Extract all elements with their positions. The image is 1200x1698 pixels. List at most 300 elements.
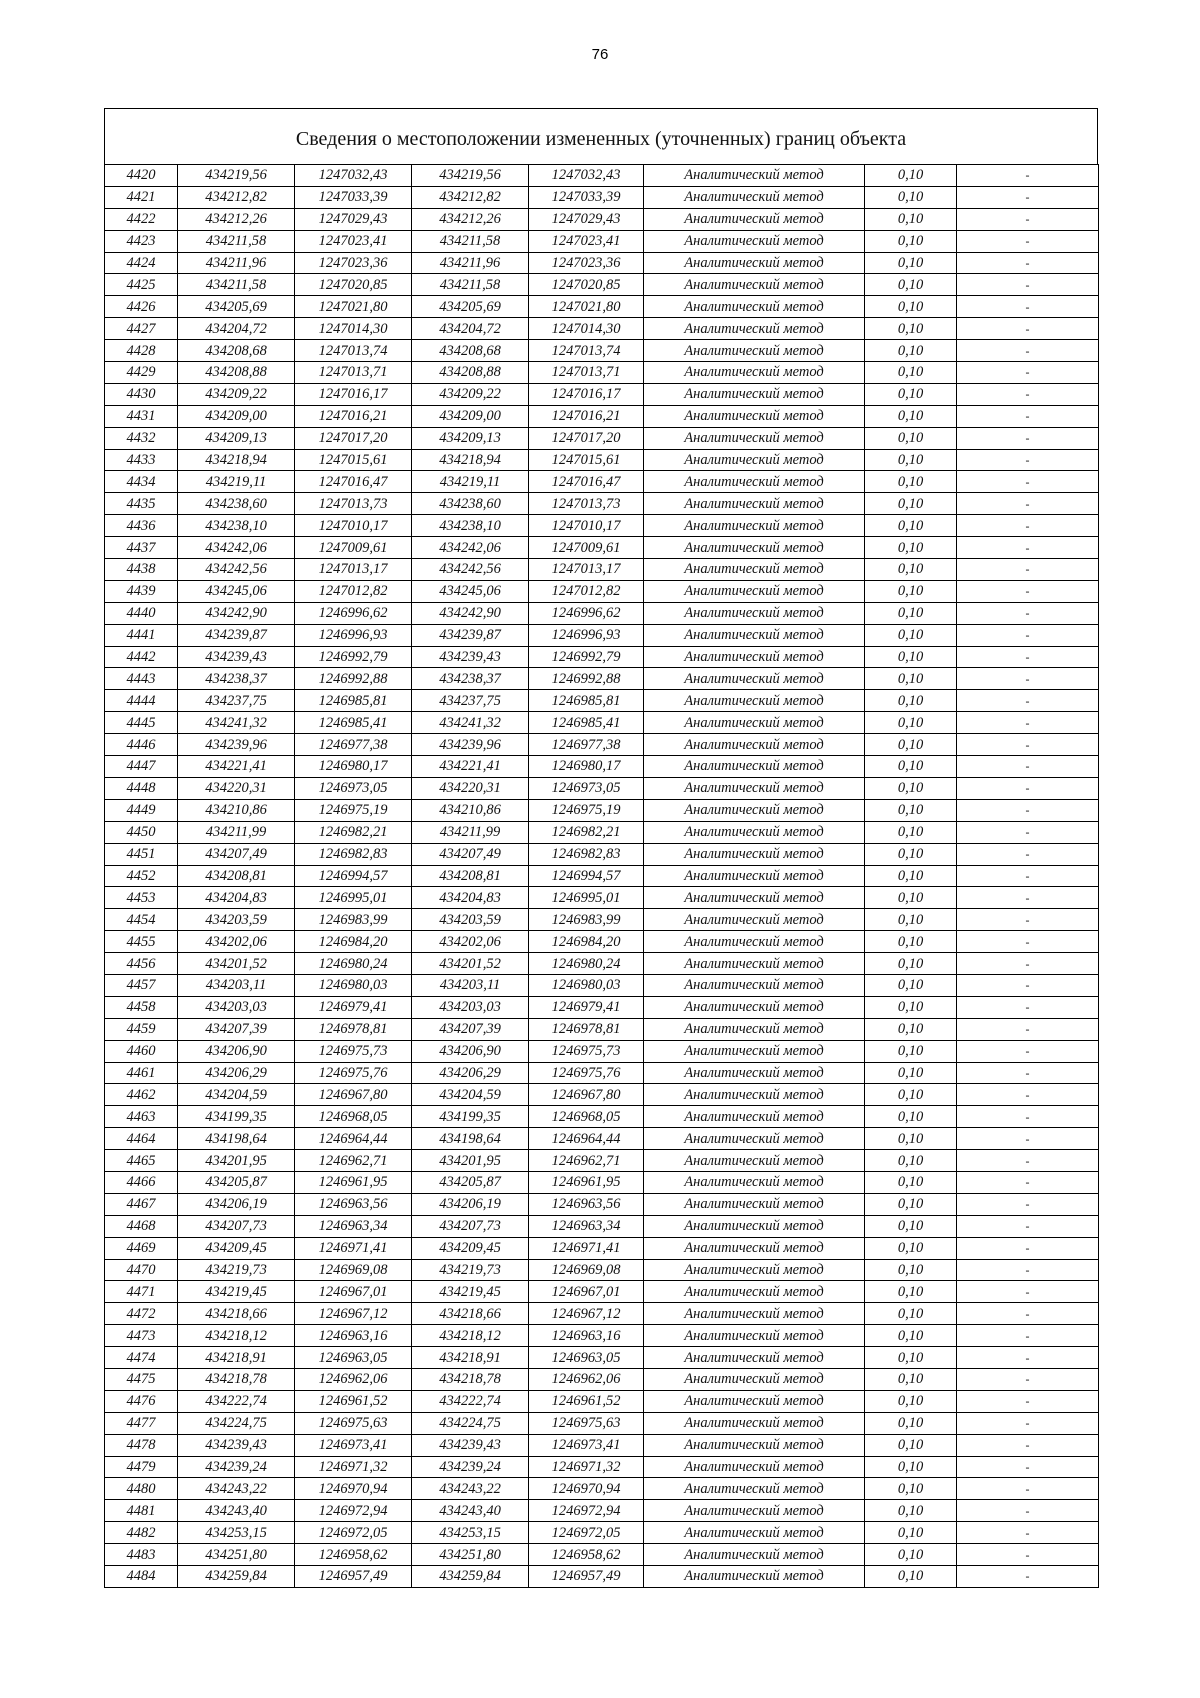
x-new-cell: 434245,06 xyxy=(412,580,529,602)
y-old-cell: 1247032,43 xyxy=(295,165,412,187)
method-cell: Аналитический метод xyxy=(644,799,865,821)
note-cell: - xyxy=(957,909,1099,931)
point-number-cell: 4462 xyxy=(105,1084,178,1106)
y-new-cell: 1246983,99 xyxy=(529,909,644,931)
note-cell: - xyxy=(957,537,1099,559)
method-cell: Аналитический метод xyxy=(644,974,865,996)
y-new-cell: 1246961,95 xyxy=(529,1171,644,1193)
method-cell: Аналитический метод xyxy=(644,887,865,909)
method-cell: Аналитический метод xyxy=(644,624,865,646)
x-new-cell: 434239,43 xyxy=(412,1434,529,1456)
x-new-cell: 434202,06 xyxy=(412,931,529,953)
note-cell: - xyxy=(957,1237,1099,1259)
note-cell: - xyxy=(957,362,1099,384)
table-row xyxy=(105,165,1099,187)
accuracy-cell: 0,10 xyxy=(865,1062,957,1084)
y-new-cell: 1247010,17 xyxy=(529,515,644,537)
table-row xyxy=(105,1544,1099,1566)
method-cell: Аналитический метод xyxy=(644,1084,865,1106)
y-old-cell: 1246963,34 xyxy=(295,1215,412,1237)
y-old-cell: 1246982,83 xyxy=(295,843,412,865)
accuracy-cell: 0,10 xyxy=(865,1303,957,1325)
table-row xyxy=(105,1150,1099,1172)
method-cell: Аналитический метод xyxy=(644,362,865,384)
x-old-cell: 434224,75 xyxy=(178,1412,295,1434)
note-cell: - xyxy=(957,165,1099,187)
note-cell: - xyxy=(957,756,1099,778)
method-cell: Аналитический метод xyxy=(644,1018,865,1040)
point-number-cell: 4460 xyxy=(105,1040,178,1062)
x-old-cell: 434239,96 xyxy=(178,734,295,756)
x-new-cell: 434242,90 xyxy=(412,602,529,624)
x-new-cell: 434198,64 xyxy=(412,1128,529,1150)
point-number-cell: 4475 xyxy=(105,1368,178,1390)
note-cell: - xyxy=(957,580,1099,602)
y-old-cell: 1246980,24 xyxy=(295,953,412,975)
method-cell: Аналитический метод xyxy=(644,1347,865,1369)
note-cell: - xyxy=(957,668,1099,690)
method-cell: Аналитический метод xyxy=(644,1500,865,1522)
x-new-cell: 434207,73 xyxy=(412,1215,529,1237)
x-new-cell: 434218,12 xyxy=(412,1325,529,1347)
point-number-cell: 4421 xyxy=(105,186,178,208)
x-old-cell: 434211,58 xyxy=(178,274,295,296)
table-row xyxy=(105,1281,1099,1303)
y-old-cell: 1246963,16 xyxy=(295,1325,412,1347)
x-old-cell: 434218,12 xyxy=(178,1325,295,1347)
y-new-cell: 1247021,80 xyxy=(529,296,644,318)
y-old-cell: 1246970,94 xyxy=(295,1478,412,1500)
y-new-cell: 1247023,36 xyxy=(529,252,644,274)
y-old-cell: 1246962,06 xyxy=(295,1368,412,1390)
y-new-cell: 1247014,30 xyxy=(529,318,644,340)
x-new-cell: 434253,15 xyxy=(412,1522,529,1544)
x-old-cell: 434204,72 xyxy=(178,318,295,340)
method-cell: Аналитический метод xyxy=(644,296,865,318)
accuracy-cell: 0,10 xyxy=(865,186,957,208)
method-cell: Аналитический метод xyxy=(644,1522,865,1544)
y-new-cell: 1246967,01 xyxy=(529,1281,644,1303)
method-cell: Аналитический метод xyxy=(644,931,865,953)
point-number-cell: 4464 xyxy=(105,1128,178,1150)
x-old-cell: 434243,40 xyxy=(178,1500,295,1522)
y-old-cell: 1247014,30 xyxy=(295,318,412,340)
table-body xyxy=(105,165,1099,1588)
x-old-cell: 434218,66 xyxy=(178,1303,295,1325)
table-row xyxy=(105,1325,1099,1347)
x-new-cell: 434221,41 xyxy=(412,756,529,778)
point-number-cell: 4450 xyxy=(105,821,178,843)
y-new-cell: 1246994,57 xyxy=(529,865,644,887)
x-old-cell: 434245,06 xyxy=(178,580,295,602)
x-old-cell: 434208,88 xyxy=(178,362,295,384)
y-new-cell: 1246995,01 xyxy=(529,887,644,909)
y-new-cell: 1246975,19 xyxy=(529,799,644,821)
accuracy-cell: 0,10 xyxy=(865,712,957,734)
method-cell: Аналитический метод xyxy=(644,318,865,340)
x-new-cell: 434219,11 xyxy=(412,471,529,493)
point-number-cell: 4431 xyxy=(105,405,178,427)
x-new-cell: 434201,52 xyxy=(412,953,529,975)
table-row xyxy=(105,1478,1099,1500)
point-number-cell: 4425 xyxy=(105,274,178,296)
table-row xyxy=(105,471,1099,493)
y-old-cell: 1247015,61 xyxy=(295,449,412,471)
page-number: 76 xyxy=(591,46,609,63)
y-new-cell: 1246963,16 xyxy=(529,1325,644,1347)
accuracy-cell: 0,10 xyxy=(865,1368,957,1390)
point-number-cell: 4433 xyxy=(105,449,178,471)
x-old-cell: 434242,06 xyxy=(178,537,295,559)
point-number-cell: 4483 xyxy=(105,1544,178,1566)
y-new-cell: 1246992,79 xyxy=(529,646,644,668)
y-old-cell: 1246984,20 xyxy=(295,931,412,953)
point-number-cell: 4443 xyxy=(105,668,178,690)
note-cell: - xyxy=(957,931,1099,953)
y-new-cell: 1246975,76 xyxy=(529,1062,644,1084)
table-row xyxy=(105,1128,1099,1150)
point-number-cell: 4466 xyxy=(105,1171,178,1193)
y-old-cell: 1246979,41 xyxy=(295,996,412,1018)
accuracy-cell: 0,10 xyxy=(865,559,957,581)
note-cell: - xyxy=(957,1478,1099,1500)
point-number-cell: 4437 xyxy=(105,537,178,559)
accuracy-cell: 0,10 xyxy=(865,624,957,646)
point-number-cell: 4480 xyxy=(105,1478,178,1500)
accuracy-cell: 0,10 xyxy=(865,690,957,712)
x-new-cell: 434208,88 xyxy=(412,362,529,384)
note-cell: - xyxy=(957,1128,1099,1150)
accuracy-cell: 0,10 xyxy=(865,537,957,559)
y-new-cell: 1247013,74 xyxy=(529,340,644,362)
x-old-cell: 434219,45 xyxy=(178,1281,295,1303)
x-new-cell: 434259,84 xyxy=(412,1566,529,1588)
method-cell: Аналитический метод xyxy=(644,1566,865,1588)
y-new-cell: 1246975,63 xyxy=(529,1412,644,1434)
x-old-cell: 434239,43 xyxy=(178,1434,295,1456)
y-new-cell: 1246985,81 xyxy=(529,690,644,712)
x-old-cell: 434218,94 xyxy=(178,449,295,471)
method-cell: Аналитический метод xyxy=(644,909,865,931)
note-cell: - xyxy=(957,1281,1099,1303)
y-old-cell: 1247017,20 xyxy=(295,427,412,449)
table-row xyxy=(105,1347,1099,1369)
table-row xyxy=(105,931,1099,953)
x-new-cell: 434238,60 xyxy=(412,493,529,515)
y-new-cell: 1247033,39 xyxy=(529,186,644,208)
accuracy-cell: 0,10 xyxy=(865,799,957,821)
accuracy-cell: 0,10 xyxy=(865,493,957,515)
x-old-cell: 434239,43 xyxy=(178,646,295,668)
point-number-cell: 4479 xyxy=(105,1456,178,1478)
x-old-cell: 434203,03 xyxy=(178,996,295,1018)
table-row xyxy=(105,646,1099,668)
note-cell: - xyxy=(957,1215,1099,1237)
y-old-cell: 1247012,82 xyxy=(295,580,412,602)
y-old-cell: 1246967,12 xyxy=(295,1303,412,1325)
x-new-cell: 434243,40 xyxy=(412,1500,529,1522)
x-old-cell: 434219,73 xyxy=(178,1259,295,1281)
note-cell: - xyxy=(957,1434,1099,1456)
table-row xyxy=(105,1062,1099,1084)
point-number-cell: 4438 xyxy=(105,559,178,581)
table-row xyxy=(105,515,1099,537)
accuracy-cell: 0,10 xyxy=(865,1347,957,1369)
note-cell: - xyxy=(957,1040,1099,1062)
method-cell: Аналитический метод xyxy=(644,1325,865,1347)
x-new-cell: 434239,43 xyxy=(412,646,529,668)
y-new-cell: 1246962,06 xyxy=(529,1368,644,1390)
x-new-cell: 434203,03 xyxy=(412,996,529,1018)
point-number-cell: 4458 xyxy=(105,996,178,1018)
note-cell: - xyxy=(957,1347,1099,1369)
accuracy-cell: 0,10 xyxy=(865,1171,957,1193)
accuracy-cell: 0,10 xyxy=(865,1566,957,1588)
method-cell: Аналитический метод xyxy=(644,777,865,799)
y-new-cell: 1246977,38 xyxy=(529,734,644,756)
x-old-cell: 434238,37 xyxy=(178,668,295,690)
method-cell: Аналитический метод xyxy=(644,1281,865,1303)
note-cell: - xyxy=(957,208,1099,230)
method-cell: Аналитический метод xyxy=(644,493,865,515)
x-new-cell: 434212,82 xyxy=(412,186,529,208)
y-old-cell: 1246994,57 xyxy=(295,865,412,887)
x-old-cell: 434199,35 xyxy=(178,1106,295,1128)
y-old-cell: 1246975,63 xyxy=(295,1412,412,1434)
table-row xyxy=(105,799,1099,821)
note-cell: - xyxy=(957,953,1099,975)
y-old-cell: 1247033,39 xyxy=(295,186,412,208)
y-old-cell: 1246972,94 xyxy=(295,1500,412,1522)
method-cell: Аналитический метод xyxy=(644,165,865,187)
y-new-cell: 1247012,82 xyxy=(529,580,644,602)
table-row xyxy=(105,909,1099,931)
y-old-cell: 1246975,76 xyxy=(295,1062,412,1084)
y-new-cell: 1246967,80 xyxy=(529,1084,644,1106)
accuracy-cell: 0,10 xyxy=(865,974,957,996)
accuracy-cell: 0,10 xyxy=(865,953,957,975)
x-old-cell: 434203,11 xyxy=(178,974,295,996)
y-old-cell: 1247023,41 xyxy=(295,230,412,252)
x-new-cell: 434204,59 xyxy=(412,1084,529,1106)
table-row xyxy=(105,1303,1099,1325)
point-number-cell: 4478 xyxy=(105,1434,178,1456)
x-new-cell: 434238,10 xyxy=(412,515,529,537)
x-old-cell: 434211,99 xyxy=(178,821,295,843)
x-old-cell: 434205,69 xyxy=(178,296,295,318)
x-old-cell: 434239,87 xyxy=(178,624,295,646)
x-old-cell: 434220,31 xyxy=(178,777,295,799)
table-row xyxy=(105,1237,1099,1259)
y-old-cell: 1246969,08 xyxy=(295,1259,412,1281)
accuracy-cell: 0,10 xyxy=(865,602,957,624)
note-cell: - xyxy=(957,1456,1099,1478)
method-cell: Аналитический метод xyxy=(644,405,865,427)
accuracy-cell: 0,10 xyxy=(865,1259,957,1281)
note-cell: - xyxy=(957,602,1099,624)
method-cell: Аналитический метод xyxy=(644,1062,865,1084)
accuracy-cell: 0,10 xyxy=(865,296,957,318)
table-row xyxy=(105,1106,1099,1128)
table-row xyxy=(105,274,1099,296)
point-number-cell: 4452 xyxy=(105,865,178,887)
point-number-cell: 4445 xyxy=(105,712,178,734)
x-old-cell: 434209,22 xyxy=(178,383,295,405)
table-row xyxy=(105,602,1099,624)
note-cell: - xyxy=(957,646,1099,668)
method-cell: Аналитический метод xyxy=(644,996,865,1018)
y-new-cell: 1246982,21 xyxy=(529,821,644,843)
y-old-cell: 1246996,62 xyxy=(295,602,412,624)
method-cell: Аналитический метод xyxy=(644,274,865,296)
y-new-cell: 1247017,20 xyxy=(529,427,644,449)
x-new-cell: 434206,90 xyxy=(412,1040,529,1062)
x-old-cell: 434237,75 xyxy=(178,690,295,712)
y-old-cell: 1246973,41 xyxy=(295,1434,412,1456)
note-cell: - xyxy=(957,690,1099,712)
x-old-cell: 434206,29 xyxy=(178,1062,295,1084)
note-cell: - xyxy=(957,1150,1099,1172)
point-number-cell: 4427 xyxy=(105,318,178,340)
note-cell: - xyxy=(957,1390,1099,1412)
method-cell: Аналитический метод xyxy=(644,1434,865,1456)
accuracy-cell: 0,10 xyxy=(865,931,957,953)
x-new-cell: 434241,32 xyxy=(412,712,529,734)
y-new-cell: 1246980,03 xyxy=(529,974,644,996)
table-row xyxy=(105,427,1099,449)
method-cell: Аналитический метод xyxy=(644,646,865,668)
table-row xyxy=(105,362,1099,384)
y-old-cell: 1246964,44 xyxy=(295,1128,412,1150)
y-new-cell: 1246957,49 xyxy=(529,1566,644,1588)
method-cell: Аналитический метод xyxy=(644,843,865,865)
point-number-cell: 4456 xyxy=(105,953,178,975)
x-new-cell: 434208,68 xyxy=(412,340,529,362)
y-new-cell: 1246967,12 xyxy=(529,1303,644,1325)
note-cell: - xyxy=(957,996,1099,1018)
point-number-cell: 4448 xyxy=(105,777,178,799)
x-old-cell: 434211,96 xyxy=(178,252,295,274)
y-new-cell: 1247032,43 xyxy=(529,165,644,187)
table-row xyxy=(105,537,1099,559)
table-row xyxy=(105,493,1099,515)
table-row xyxy=(105,734,1099,756)
x-old-cell: 434203,59 xyxy=(178,909,295,931)
note-cell: - xyxy=(957,1500,1099,1522)
accuracy-cell: 0,10 xyxy=(865,1434,957,1456)
accuracy-cell: 0,10 xyxy=(865,865,957,887)
y-new-cell: 1246972,94 xyxy=(529,1500,644,1522)
y-new-cell: 1247009,61 xyxy=(529,537,644,559)
y-new-cell: 1246975,73 xyxy=(529,1040,644,1062)
x-new-cell: 434199,35 xyxy=(412,1106,529,1128)
accuracy-cell: 0,10 xyxy=(865,734,957,756)
accuracy-cell: 0,10 xyxy=(865,274,957,296)
accuracy-cell: 0,10 xyxy=(865,427,957,449)
x-new-cell: 434211,99 xyxy=(412,821,529,843)
note-cell: - xyxy=(957,1106,1099,1128)
note-cell: - xyxy=(957,1566,1099,1588)
table-row xyxy=(105,887,1099,909)
x-new-cell: 434242,06 xyxy=(412,537,529,559)
y-old-cell: 1246975,73 xyxy=(295,1040,412,1062)
accuracy-cell: 0,10 xyxy=(865,887,957,909)
note-cell: - xyxy=(957,865,1099,887)
y-old-cell: 1246961,52 xyxy=(295,1390,412,1412)
table-row xyxy=(105,843,1099,865)
accuracy-cell: 0,10 xyxy=(865,1522,957,1544)
point-number-cell: 4455 xyxy=(105,931,178,953)
accuracy-cell: 0,10 xyxy=(865,340,957,362)
point-number-cell: 4423 xyxy=(105,230,178,252)
y-old-cell: 1246957,49 xyxy=(295,1566,412,1588)
y-old-cell: 1246980,03 xyxy=(295,974,412,996)
y-old-cell: 1246982,21 xyxy=(295,821,412,843)
x-old-cell: 434207,39 xyxy=(178,1018,295,1040)
x-old-cell: 434205,87 xyxy=(178,1171,295,1193)
point-number-cell: 4469 xyxy=(105,1237,178,1259)
note-cell: - xyxy=(957,274,1099,296)
y-new-cell: 1246972,05 xyxy=(529,1522,644,1544)
method-cell: Аналитический метод xyxy=(644,383,865,405)
y-new-cell: 1246980,24 xyxy=(529,953,644,975)
y-new-cell: 1246973,41 xyxy=(529,1434,644,1456)
point-number-cell: 4442 xyxy=(105,646,178,668)
table-row xyxy=(105,1040,1099,1062)
x-new-cell: 434209,22 xyxy=(412,383,529,405)
note-cell: - xyxy=(957,449,1099,471)
y-new-cell: 1246968,05 xyxy=(529,1106,644,1128)
y-new-cell: 1247016,17 xyxy=(529,383,644,405)
accuracy-cell: 0,10 xyxy=(865,668,957,690)
y-new-cell: 1246961,52 xyxy=(529,1390,644,1412)
point-number-cell: 4449 xyxy=(105,799,178,821)
x-old-cell: 434219,11 xyxy=(178,471,295,493)
x-new-cell: 434239,96 xyxy=(412,734,529,756)
note-cell: - xyxy=(957,1171,1099,1193)
method-cell: Аналитический метод xyxy=(644,449,865,471)
point-number-cell: 4476 xyxy=(105,1390,178,1412)
accuracy-cell: 0,10 xyxy=(865,230,957,252)
x-new-cell: 434209,45 xyxy=(412,1237,529,1259)
note-cell: - xyxy=(957,1412,1099,1434)
y-old-cell: 1246973,05 xyxy=(295,777,412,799)
x-old-cell: 434242,56 xyxy=(178,559,295,581)
point-number-cell: 4468 xyxy=(105,1215,178,1237)
accuracy-cell: 0,10 xyxy=(865,756,957,778)
x-new-cell: 434206,29 xyxy=(412,1062,529,1084)
y-new-cell: 1247013,73 xyxy=(529,493,644,515)
table-row xyxy=(105,712,1099,734)
x-new-cell: 434204,83 xyxy=(412,887,529,909)
accuracy-cell: 0,10 xyxy=(865,1215,957,1237)
y-old-cell: 1247016,17 xyxy=(295,383,412,405)
x-old-cell: 434210,86 xyxy=(178,799,295,821)
table-row xyxy=(105,1215,1099,1237)
table-row xyxy=(105,953,1099,975)
table-row xyxy=(105,208,1099,230)
accuracy-cell: 0,10 xyxy=(865,1193,957,1215)
point-number-cell: 4439 xyxy=(105,580,178,602)
table-row xyxy=(105,821,1099,843)
accuracy-cell: 0,10 xyxy=(865,1500,957,1522)
x-old-cell: 434218,78 xyxy=(178,1368,295,1390)
x-new-cell: 434205,87 xyxy=(412,1171,529,1193)
accuracy-cell: 0,10 xyxy=(865,1084,957,1106)
table-row xyxy=(105,1084,1099,1106)
x-new-cell: 434243,22 xyxy=(412,1478,529,1500)
method-cell: Аналитический метод xyxy=(644,1544,865,1566)
